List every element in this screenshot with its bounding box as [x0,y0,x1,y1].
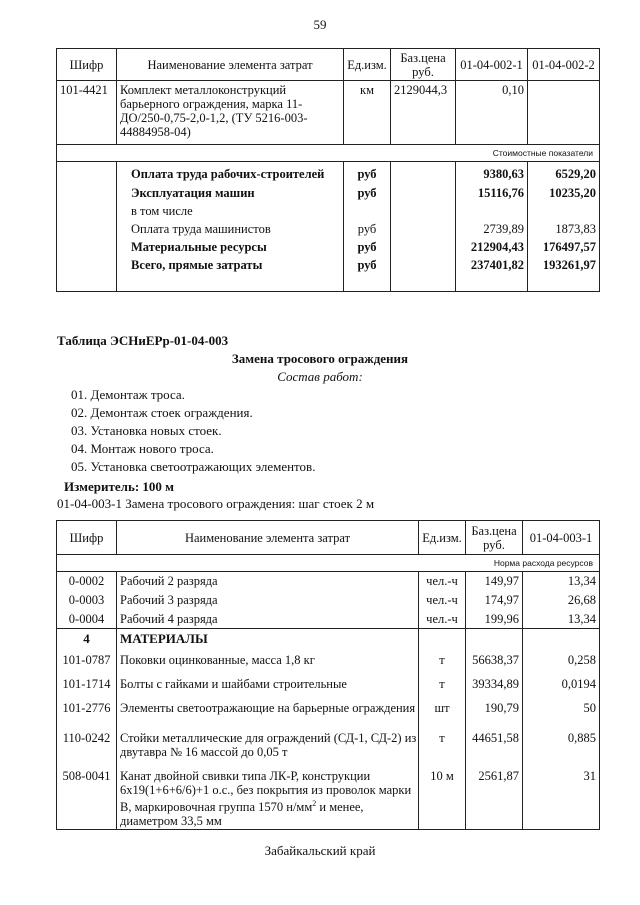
header-price: Баз.цена руб. [391,49,456,81]
summary-value-1: 212904,43 [456,238,528,256]
work-item: 01. Демонтаж троса. [71,387,185,402]
summary-row [57,202,600,220]
summary-name: Оплата труда машинистов [117,220,344,238]
summary-value-1: 15116,76 [456,184,528,202]
cost-table-01-04-002 [56,48,600,292]
row-name: Рабочий 4 разряда [117,610,419,629]
summary-unit: руб [344,220,391,238]
row-name-tail: и менее, диаметром 33,5 мм [120,799,364,828]
table-title: Таблица ЭСНиЕРр-01-04-003 [57,333,229,348]
measure-unit: Измеритель: 100 м [64,479,175,494]
row-value: 50 [523,697,600,727]
header-col-2: 01-04-002-2 [528,49,600,81]
summary-value-2: 10235,20 [528,184,600,202]
summary-value-1 [456,202,528,220]
row-unit: чел.-ч [419,572,466,591]
row-name [117,765,419,830]
header-name: Наименование элемента затрат [117,521,419,555]
row-name: Элементы светоотражающие на барьерные ограждения [117,697,419,727]
summary-unit [344,202,391,220]
row-price: 2561,87 [466,765,523,830]
footer-region: Забайкальский край [264,843,376,858]
row-code: 101-2776 [57,697,117,727]
row-name: Рабочий 2 разряда [117,572,419,591]
row-value: 0,0194 [523,673,600,697]
summary-value-1: 2739,89 [456,220,528,238]
summary-unit: руб [344,162,391,184]
summary-row [57,162,600,184]
row-name: Рабочий 3 разряда [117,591,419,610]
work-item: 05. Установка светоотражающих элементов. [71,459,316,474]
row-price: 199,96 [466,610,523,629]
summary-value-2 [528,202,600,220]
summary-value-2: 6529,20 [528,162,600,184]
norm-code-line: 01-04-003-1 Замена тросового ограждения: шаг стоек 2 м [57,496,375,511]
header-code: Шифр [57,49,117,81]
row-price: 39334,89 [466,673,523,697]
row-price: 56638,37 [466,649,523,673]
table-row [57,727,600,765]
row-code: 101-4421 [57,81,117,145]
row-price: 190,79 [466,697,523,727]
row-code: 0-0003 [57,591,117,610]
row-value: 26,68 [523,591,600,610]
row-code: 101-0787 [57,649,117,673]
work-item: 03. Установка новых стоек. [71,423,222,438]
row-name: Болты с гайками и шайбами строительные [117,673,419,697]
summary-row [57,184,600,202]
table-row [57,591,600,610]
header-col-1: 01-04-002-1 [456,49,528,81]
row-unit: чел.-ч [419,610,466,629]
row-unit: 10 м [419,765,466,830]
table-row [57,649,600,673]
summary-value-2: 1873,83 [528,220,600,238]
row-unit: т [419,673,466,697]
row-price: 149,97 [466,572,523,591]
row-price: 44651,58 [466,727,523,765]
summary-unit: руб [344,184,391,202]
row-code: 0-0004 [57,610,117,629]
row-name: Комплект металлоконструкций барьерного ограждения, марка 11-ДО/250-0,75-2,0-1,2, (ТУ 5216-003-44884958-04) [117,81,344,145]
header-unit: Ед.изм. [419,521,466,555]
row-value: 0,258 [523,649,600,673]
page-number: 59 [313,17,327,32]
row-code: 508-0041 [57,765,117,830]
summary-value-2: 176497,57 [528,238,600,256]
row-code: 101-1714 [57,673,117,697]
table-row [57,572,600,591]
summary-name: Всего, прямые затраты [117,256,344,274]
row-price: 174,97 [466,591,523,610]
row-value: 13,34 [523,610,600,629]
row-code: 0-0002 [57,572,117,591]
table-subtitle: Замена тросового ограждения [231,351,409,366]
row-name: Стойки металлические для ограждений (СД-1, СД-2) из двутавра № 16 массой до 0,05 т [117,727,419,765]
summary-row [57,220,600,238]
row-code: 110-0242 [57,727,117,765]
summary-name: в том числе [117,202,344,220]
table-row [57,765,600,830]
row-unit: чел.-ч [419,591,466,610]
section-label-cost: Стоимостные показатели [57,145,600,162]
row-value-2 [528,81,600,145]
work-item: 04. Монтаж нового троса. [71,441,214,456]
row-price: 2129044,3 [391,81,456,145]
row-unit: шт [419,697,466,727]
summary-name: Материальные ресурсы [117,238,344,256]
row-value: 31 [523,765,600,830]
header-unit: Ед.изм. [344,49,391,81]
materials-label: МАТЕРИАЛЫ [117,629,419,649]
table-row [57,81,600,145]
summary-value-2: 193261,97 [528,256,600,274]
summary-unit: руб [344,256,391,274]
row-unit: т [419,649,466,673]
row-name-main: Канат двойной свивки типа ЛК-Р, конструкции 6х19(1+6+6/6)+1 о.с., без покрытия из проволок марки В, маркировочная группа 1570 н/мм [120,768,412,814]
summary-row [57,238,600,256]
summary-value-1: 9380,63 [456,162,528,184]
summary-name: Эксплуатация машин [117,184,344,202]
summary-value-1: 237401,82 [456,256,528,274]
resource-table-01-04-003 [56,520,600,830]
table-row [57,673,600,697]
row-value-1: 0,10 [456,81,528,145]
table-row [57,697,600,727]
work-composition-title: Состав работ: [277,369,363,384]
row-unit: км [344,81,391,145]
row-value: 13,34 [523,572,600,591]
header-price: Баз.цена руб. [466,521,523,555]
row-unit: т [419,727,466,765]
header-code: Шифр [57,521,117,555]
summary-row [57,256,600,274]
row-name: Поковки оцинкованные, масса 1,8 кг [117,649,419,673]
row-name-superscript: 2 [312,798,317,808]
section-label-norm: Норма расхода ресурсов [57,555,600,572]
row-value: 0,885 [523,727,600,765]
work-item: 02. Демонтаж стоек ограждения. [71,405,253,420]
header-col-1: 01-04-003-1 [523,521,600,555]
summary-name: Оплата труда рабочих-строителей [117,162,344,184]
materials-code: 4 [57,629,117,649]
table-row [57,610,600,629]
header-name: Наименование элемента затрат [117,49,344,81]
summary-unit: руб [344,238,391,256]
